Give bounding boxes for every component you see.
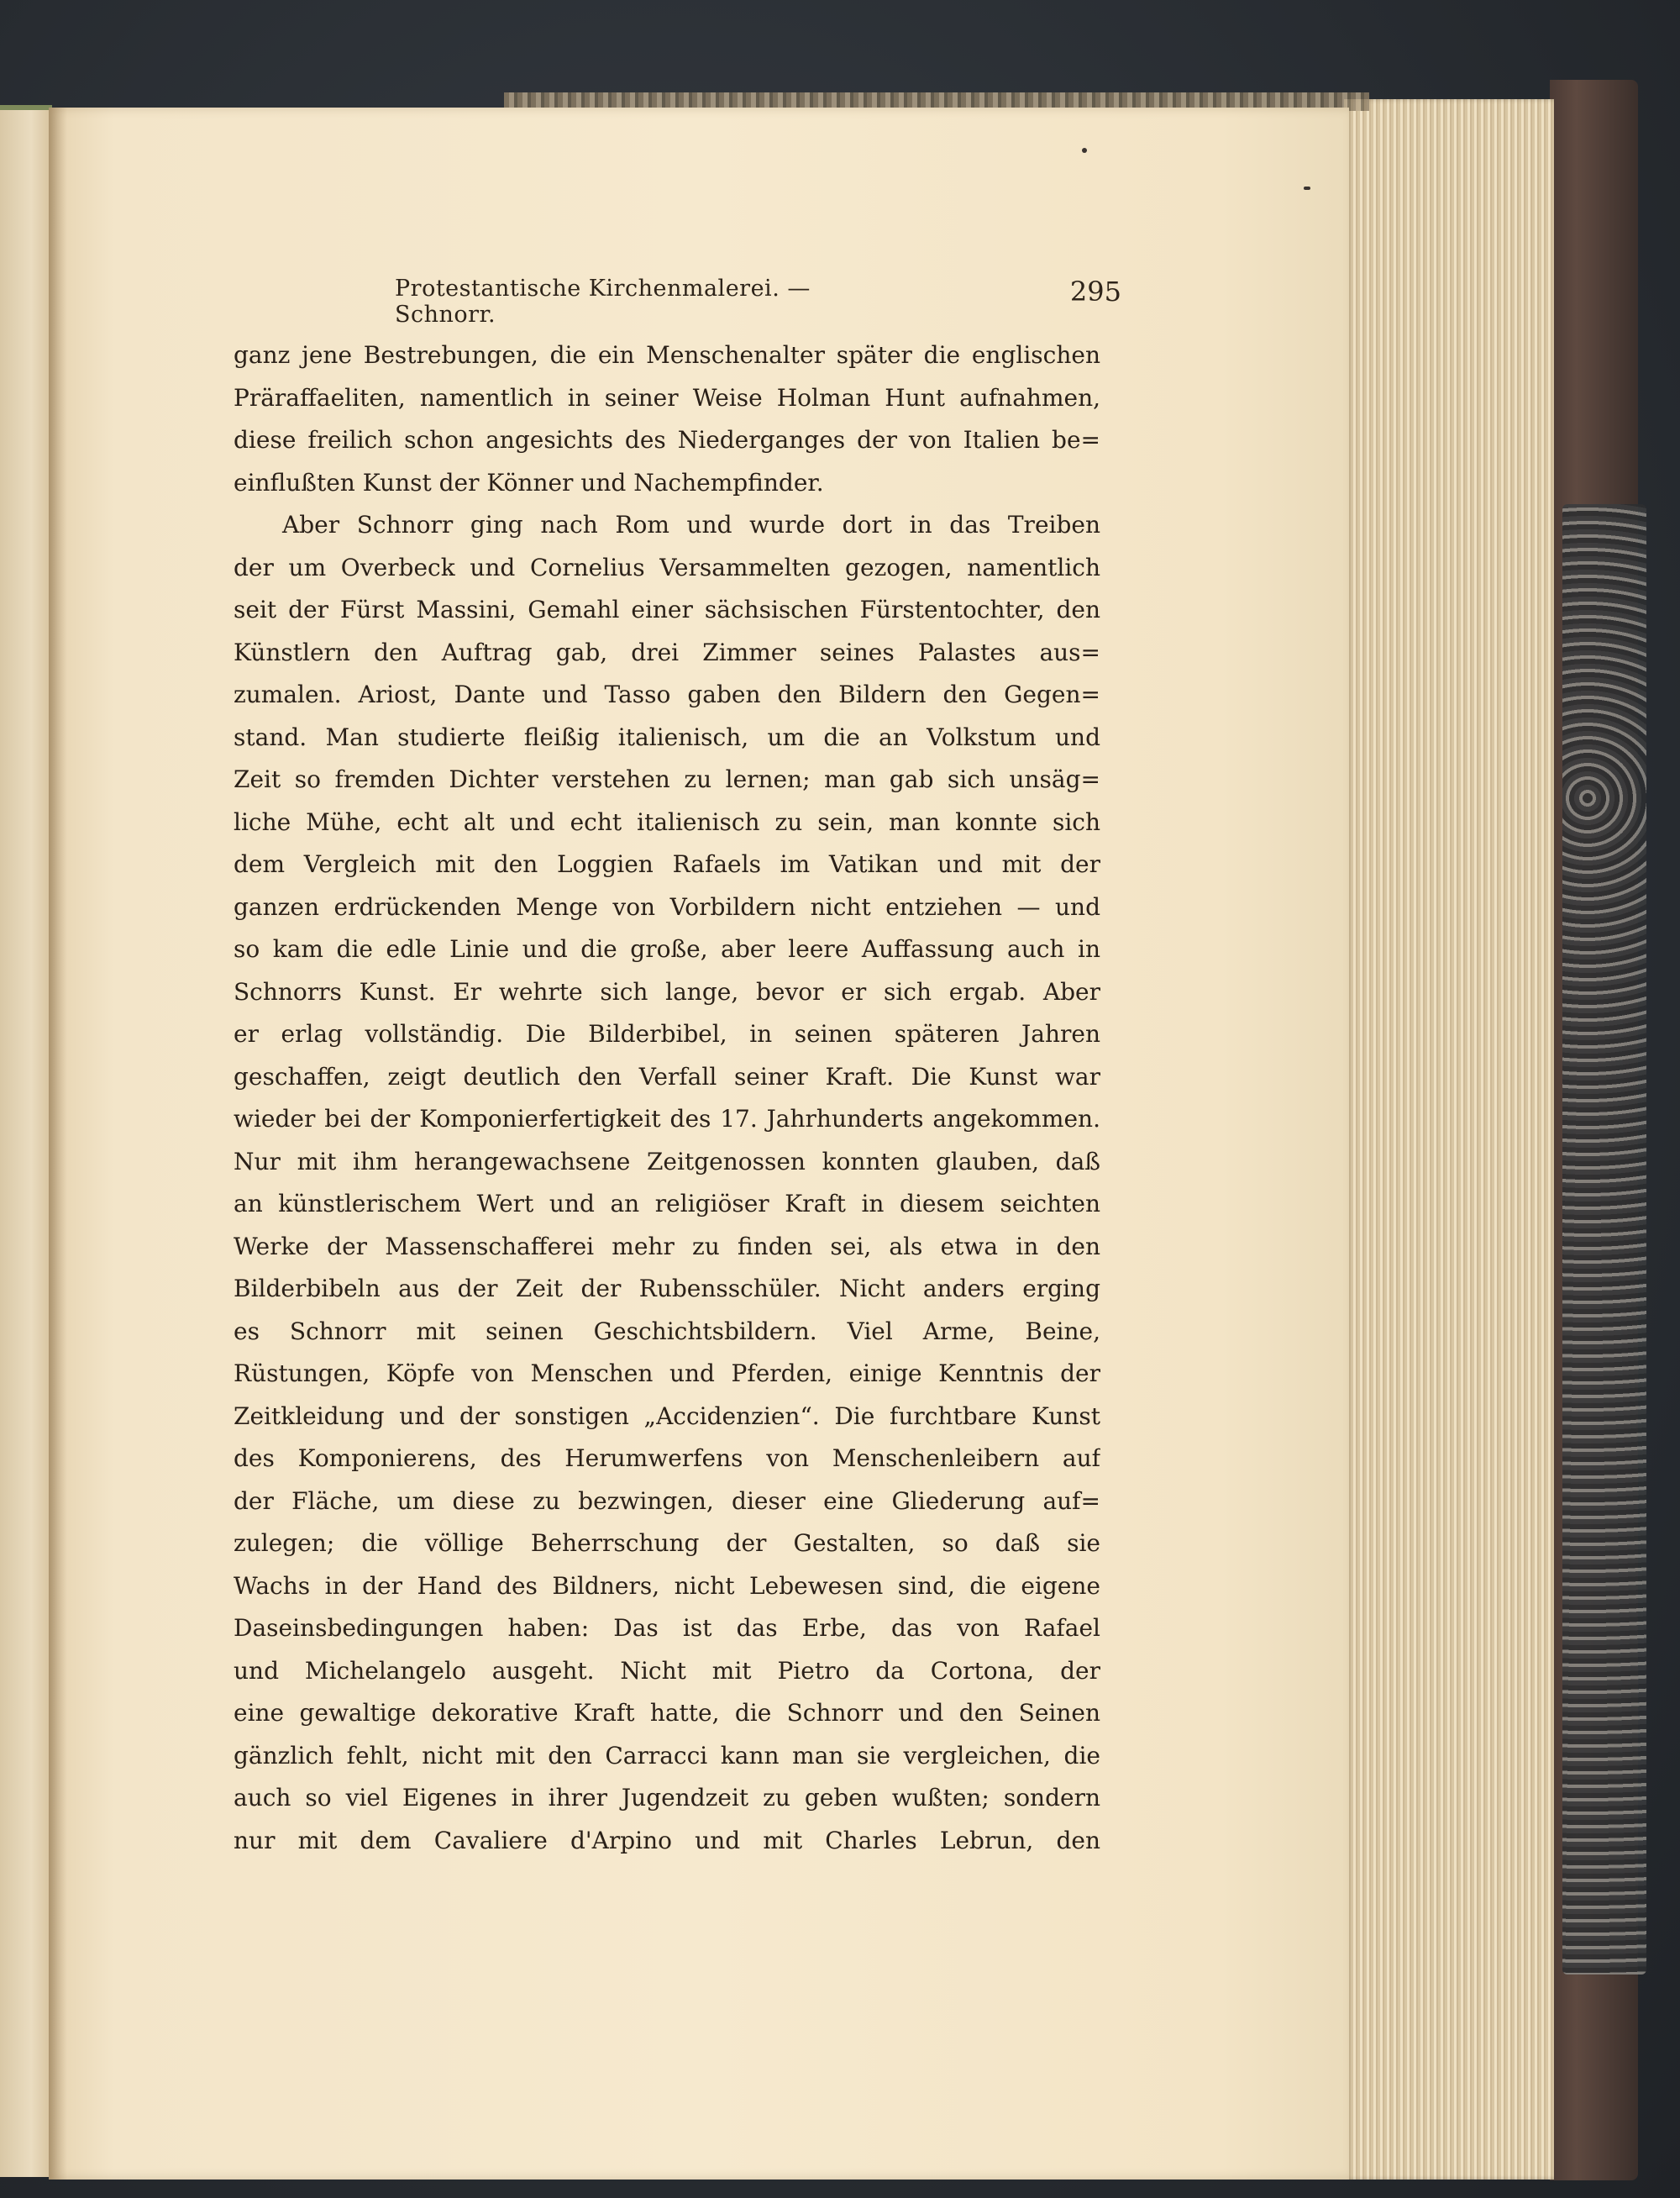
previous-page-edge [0,105,52,2177]
text-line: und Michelangelo ausgeht. Nicht mit Pietro da Cortona, der [234,1656,1100,1685]
text-line: des Komponierens, des Herumwerfens von Menschenleibern auf [234,1444,1100,1472]
body-text [234,334,1100,1862]
text-line: Aber Schnorr ging nach Rom und wurde dort in das Treiben [282,511,1100,539]
text-line: an künstlerischem Wert und an religiöser Kraft in diesem seichten [234,1190,1100,1217]
text-line: wieder bei der Komponierfertigkeit des 17. Jahrhunderts angekommen. [234,1105,1100,1133]
marbled-edge [1562,504,1646,1975]
text-line: Daseinsbedingungen haben: Das ist das Erbe, das von Rafael [234,1614,1100,1642]
text-line: eine gewaltige dekorative Kraft hatte, die Schnorr und den Seinen [234,1699,1100,1727]
text-line: diese freilich schon angesichts des Niederganges der von Italien be= [234,426,1100,454]
text-line: Wachs in der Hand des Bildners, nicht Lebewesen sind, die eigene [234,1571,1100,1600]
text-line: Rüstungen, Köpfe von Menschen und Pferden, einige Kenntnis der [234,1359,1100,1387]
text-line: nur mit dem Cavaliere d'Arpino und mit Charles Lebrun, den [234,1826,1100,1854]
text-line: so kam die edle Linie und die große, aber leere Auffassung auch in [234,935,1100,963]
text-line: Werke der Massenschafferei mehr zu finden sei, als etwa in den [234,1232,1100,1260]
text-line: dem Vergleich mit den Loggien Rafaels im Vatikan und mit der [234,850,1100,878]
dust-speck [1082,148,1087,153]
text-line: Künstlern den Auftrag gab, drei Zimmer seines Palastes aus= [234,638,1100,666]
paragraph [234,504,1100,1862]
text-line: liche Mühe, echt alt und echt italienisch zu sein, man konnte sich [234,807,1100,836]
text-line: zumalen. Ariost, Dante und Tasso gaben den Bildern den Gegen= [234,681,1100,708]
page-gutter [49,108,67,2180]
text-line: zulegen; die völlige Beherrschung der Gestalten, so daß sie [234,1529,1100,1557]
text-line: geschaffen, zeigt deutlich den Verfall seiner Kraft. Die Kunst war [234,1062,1100,1091]
text-line: der um Overbeck und Cornelius Versammelten gezogen, namentlich [234,553,1100,581]
text-line: einflußten Kunst der Könner und Nachempfinder. [234,468,824,497]
text-line: der Fläche, um diese zu bezwingen, dieser eine Gliederung auf= [234,1486,1100,1515]
running-header: Protestantische Kirchenmalerei. — Schnorr. [395,276,811,328]
dust-speck [1304,187,1310,190]
text-line: Schnorrs Kunst. Er wehrte sich lange, bevor er sich ergab. Aber [234,977,1100,1006]
page-stack [1344,99,1554,2180]
text-line: es Schnorr mit seinen Geschichtsbildern. Viel Arme, Beine, [234,1317,1100,1345]
text-line: Bilderbibeln aus der Zeit der Rubensschüler. Nicht anders erging [234,1275,1100,1302]
text-line: ganzen erdrückenden Menge von Vorbildern nicht entziehen — und [234,892,1100,921]
text-line: Präraffaeliten, namentlich in seiner Weise Holman Hunt aufnahmen, [234,383,1100,412]
text-line: Nur mit ihm herangewachsene Zeitgenossen konnten glauben, daß [234,1147,1100,1175]
text-line: Zeitkleidung und der sonstigen „Accidenzien“. Die furchtbare Kunst [234,1401,1100,1430]
text-line: stand. Man studierte fleißig italienisch, um die an Volkstum und [234,723,1100,751]
paragraph [234,334,1100,504]
text-line: gänzlich fehlt, nicht mit den Carracci kann man sie vergleichen, die [234,1741,1100,1769]
text-line: seit der Fürst Massini, Gemahl einer sächsischen Fürstentochter, den [234,596,1100,623]
text-line: ganz jene Bestrebungen, die ein Menschenalter später die englischen [234,341,1100,369]
text-line: auch so viel Eigenes in ihrer Jugendzeit zu geben wußten; sondern [234,1784,1100,1812]
page-number: 295 [1069,276,1121,308]
text-line: er erlag vollständig. Die Bilderbibel, in seinen späteren Jahren [234,1020,1100,1048]
text-line: Zeit so fremden Dichter verstehen zu lernen; man gab sich unsäg= [234,765,1100,793]
